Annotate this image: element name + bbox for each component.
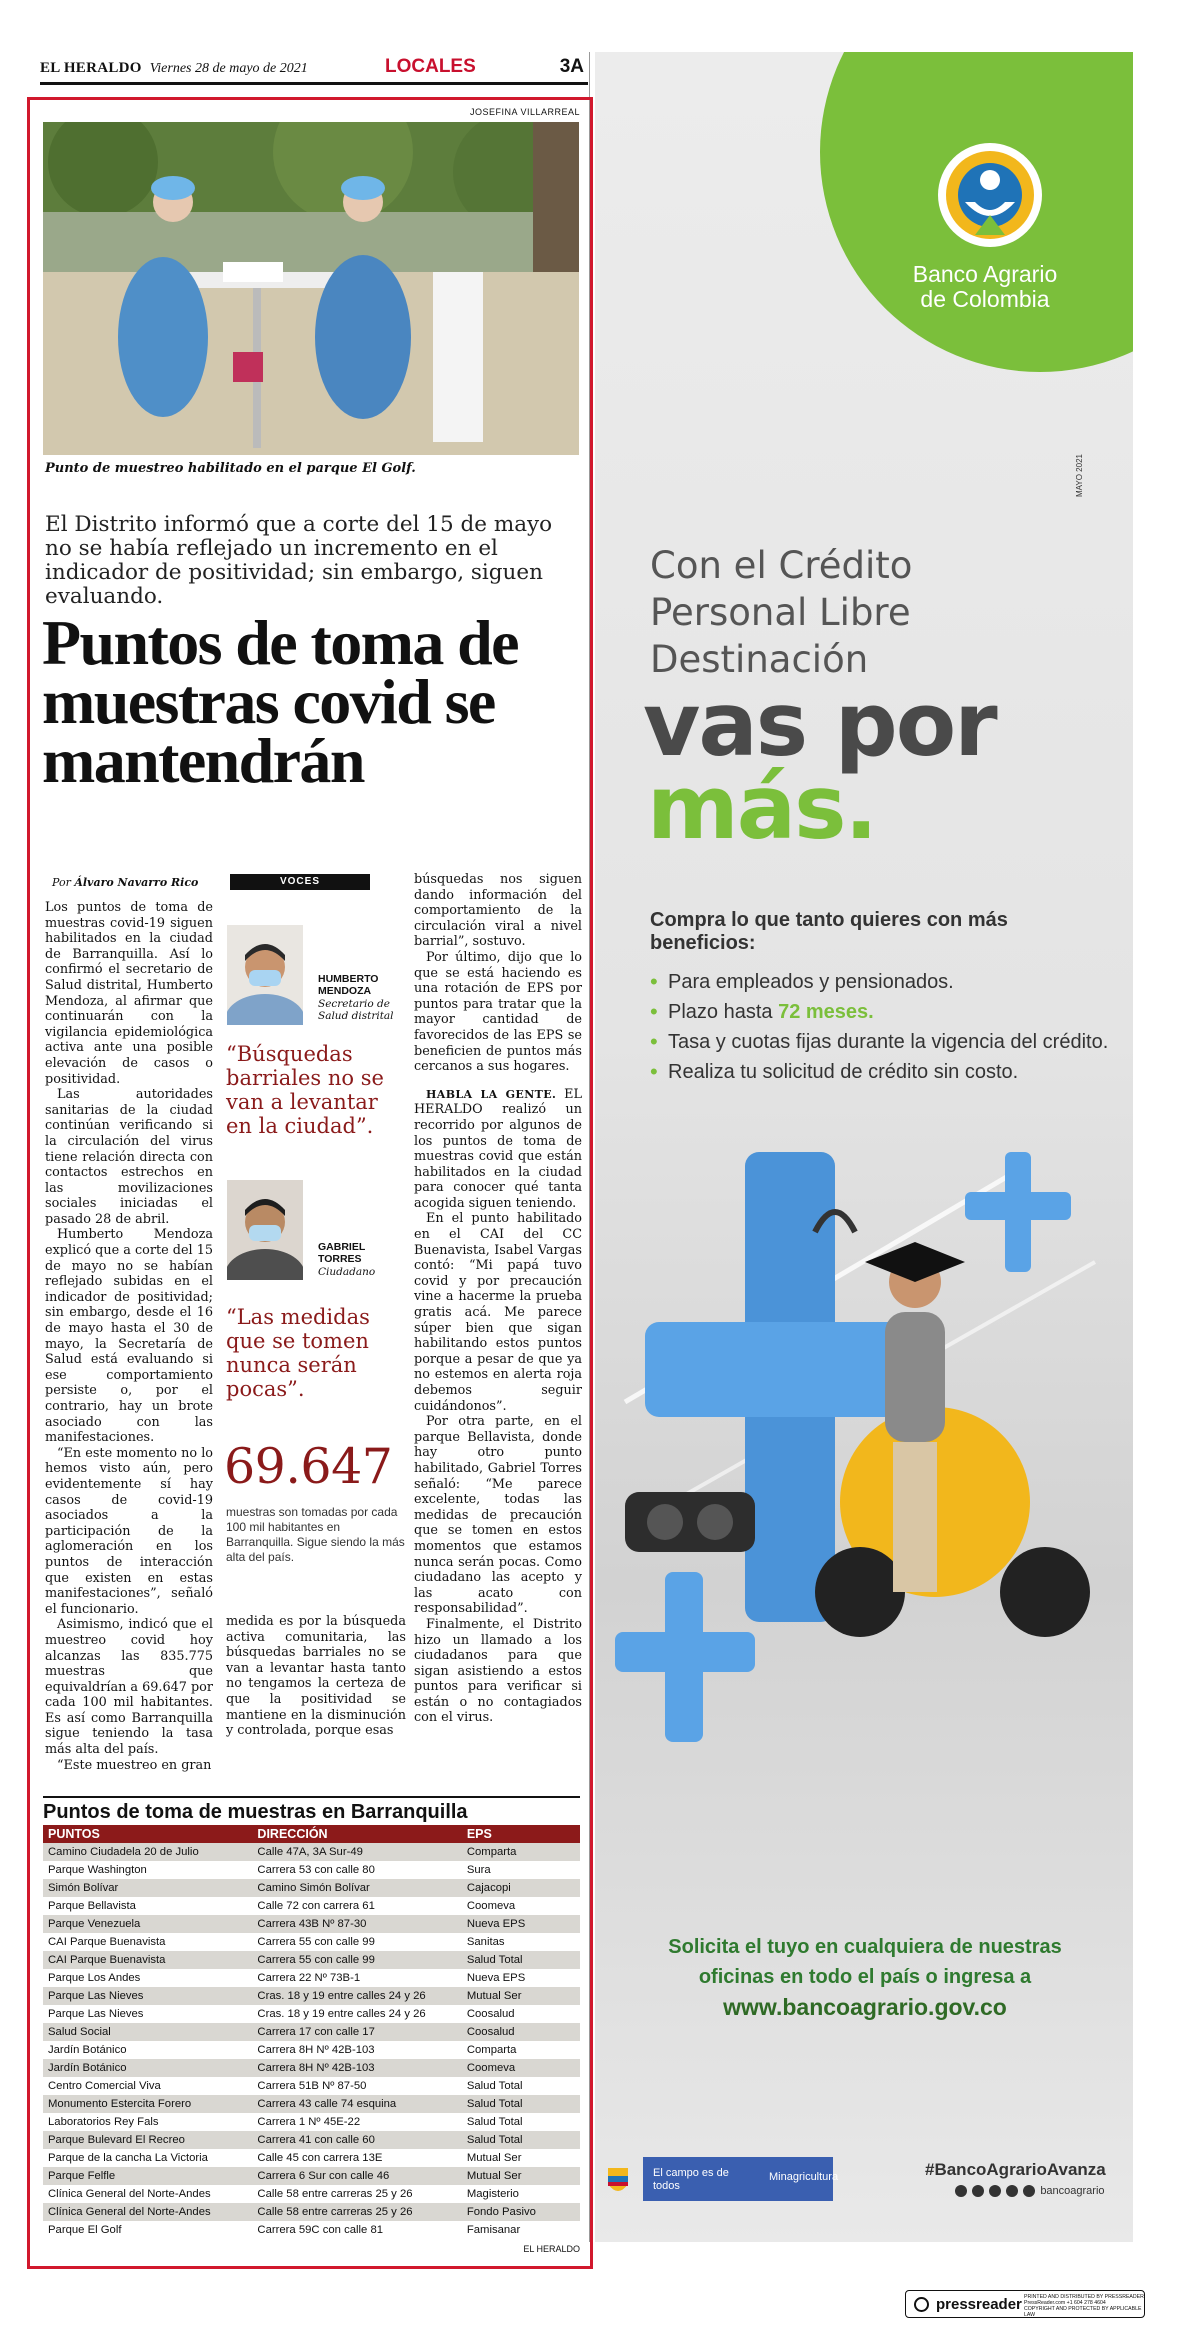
table-cell-eps: Comparta (462, 1843, 580, 1861)
table-cell-address: Carrera 59C con calle 81 (252, 2221, 461, 2239)
column-header: PUNTOS (43, 1825, 252, 1843)
table-row (43, 2077, 580, 2095)
table-cell-point: Parque Felfle (43, 2167, 252, 2185)
avatar (227, 1180, 303, 1280)
benefit-item: • Realiza tu solicitud de crédito sin costo. (650, 1057, 1110, 1087)
ad-hashtag: #BancoAgrarioAvanza (925, 2160, 1106, 2179)
facebook-icon[interactable] (955, 2185, 967, 2197)
paragraph: medida es por la búsqueda activa comunitaria, las búsquedas barriales no se van a levantar hasta tanto no tengamos la certeza de que la positividad se mantiene en la disminución y controlada, porque esas (226, 1614, 406, 1739)
social-links (955, 2185, 1105, 2197)
portrait-gabriel (227, 1180, 303, 1280)
voice-quote: “Las medidas que se tomen nunca serán pocas”. (226, 1305, 370, 1401)
table-row (43, 2023, 580, 2041)
table-row (43, 1969, 580, 1987)
table-cell-eps: Coomeva (462, 1897, 580, 1915)
testing-points-table (43, 1825, 580, 2239)
paragraph: Asimismo, indicó que el muestreo covid hoy alcanzas las 835.775 muestras que equivaldrían a 69.647 por cada 100 mil habitantes. Es así como Barranquilla sigue teniendo la tasa más alta del país. (45, 1617, 213, 1758)
table-cell-point: Simón Bolívar (43, 1879, 252, 1897)
byline (52, 876, 198, 889)
table-row (43, 2221, 580, 2239)
table-cell-point: Monumento Estercita Forero (43, 2095, 252, 2113)
ad-tagline-accent: más. (647, 756, 876, 859)
pressreader-line: PressReader.com +1 604 278 4604 (1024, 2300, 1106, 2306)
ad-illustration (595, 1152, 1133, 1952)
paragraph: “En este momento no lo hemos visto aún, pero evidentemente sí hay casos de covid-19 asociados a la participación de la aglomeración en los puntos de interacción que existen en estas manifestaciones”, señaló el funcionario. (45, 1445, 213, 1617)
article-headline: Puntos de toma de muestras covid se mantendrán (42, 607, 518, 796)
table-cell-address: Carrera 22 Nº 73B-1 (252, 1969, 461, 1987)
table-cell-address: Calle 58 entre carreras 25 y 26 (252, 2203, 461, 2221)
pressreader-line: PRINTED AND DISTRIBUTED BY PRESSREADER (1024, 2294, 1144, 2300)
ad-url-link[interactable]: www.bancoagrario.gov.co (723, 1994, 1007, 2020)
table-cell-point: Parque Bellavista (43, 1897, 252, 1915)
paragraph: Los puntos de toma de muestras covid-19 siguen habilitados en la ciudad de Barranquilla. Así lo confirmó el secretario de Salud distrital, Humberto Mendoza, al afirmar que continuarán con la vigilancia epidemiológica activa ante una posible elevación de casos o positividad. (45, 900, 213, 1087)
table-cell-eps: Fondo Pasivo (462, 2203, 580, 2221)
linkedin-icon[interactable] (1023, 2185, 1035, 2197)
table-cell-eps: Mutual Ser (462, 2167, 580, 2185)
instagram-icon[interactable] (989, 2185, 1001, 2197)
table-row (43, 2203, 580, 2221)
ad-headline: Con el Crédito Personal Libre Destinación (650, 544, 913, 681)
ad-subheading: Compra lo que tanto quieres con más beneficios: (650, 909, 1008, 954)
paragraph-text: EL HERALDO realizó un recorrido por algunos de los puntos de toma de muestras covid que están habilitados en la ciudad para conocer qué tanta acogida siguen teniendo. (414, 1086, 583, 1211)
table-cell-eps: Mutual Ser (462, 1987, 580, 2005)
paragraph: En el punto habilitado en el CAI del CC Buenavista, Isabel Vargas contó: “Mi papá tuvo covid y por precaución vine a hacerme la prueba gratis acá. Me parece súper bien que sigan habilitando estos puntos porque a pesar de que ya no estemos en alerta roja debemos seguir cuidándonos”. (414, 1211, 582, 1414)
table-cell-point: Clínica General del Norte-Andes (43, 2185, 252, 2203)
table-cell-address: Camino Simón Bolívar (252, 1879, 461, 1897)
column-header: EPS (462, 1825, 580, 1843)
article-column-3 (414, 872, 582, 1726)
table-cell-address: Carrera 8H Nº 42B-103 (252, 2059, 461, 2077)
table-row (43, 1915, 580, 1933)
table-cell-point: Jardín Botánico (43, 2041, 252, 2059)
stat-value: 69.647 (224, 1438, 393, 1495)
table-cell-eps: Nueva EPS (462, 1915, 580, 1933)
table-cell-address: Carrera 8H Nº 42B-103 (252, 2041, 461, 2059)
voice-quote: “Búsquedas barriales no se van a levantar en la ciudad”. (226, 1042, 384, 1138)
table-row (43, 1843, 580, 1861)
table-header-row (43, 1825, 580, 1843)
table-row (43, 1987, 580, 2005)
benefit-text: Plazo hasta (668, 1001, 773, 1023)
gov-campaign-box (643, 2157, 839, 2201)
table-cell-point: Jardín Botánico (43, 2059, 252, 2077)
paragraph (414, 1087, 582, 1212)
table-cell-point: CAI Parque Buenavista (43, 1933, 252, 1951)
table-cell-address: Cras. 18 y 19 entre calles 24 y 26 (252, 1987, 461, 2005)
table-cell-point: Salud Social (43, 2023, 252, 2041)
table-row (43, 1933, 580, 1951)
table-row (43, 2167, 580, 2185)
table-row (43, 2095, 580, 2113)
table-cell-eps: Comparta (462, 2041, 580, 2059)
photo-credit: JOSEFINA VILLARREAL (469, 107, 580, 117)
benefit-highlight: 72 meses. (778, 1001, 874, 1023)
table-cell-address: Carrera 43 calle 74 esquina (252, 2095, 461, 2113)
paragraph: Finalmente, el Distrito hizo un llamado a los ciudadanos para que sigan asistiendo a estos puntos para verificar si están o no contagiados con el virus. (414, 1616, 582, 1726)
voice-name: GABRIEL TORRES (318, 1241, 366, 1265)
plus-icon (615, 1572, 755, 1742)
table-cell-eps: Salud Total (462, 2131, 580, 2149)
table-cell-address: Carrera 55 con calle 99 (252, 1933, 461, 1951)
pressreader-logo: pressreader (936, 2296, 1022, 2313)
table-cell-address: Calle 47A, 3A Sur-49 (252, 1843, 461, 1861)
table-row (43, 1861, 580, 1879)
table-cell-address: Cras. 18 y 19 entre calles 24 y 26 (252, 2005, 461, 2023)
benefit-item (650, 997, 1110, 1027)
table-credit: EL HERALDO (523, 2244, 580, 2254)
table-body (43, 1843, 580, 2239)
table-row (43, 1897, 580, 1915)
pressreader-stamp (905, 2290, 1145, 2318)
table-cell-address: Calle 45 con carrera 13E (252, 2149, 461, 2167)
article-photo (43, 122, 579, 455)
table-cell-point: Clínica General del Norte-Andes (43, 2203, 252, 2221)
table-cell-point: Parque Washington (43, 1861, 252, 1879)
advertisement (595, 52, 1133, 2242)
table-cell-point: Parque Las Nieves (43, 1987, 252, 2005)
table-cell-eps: Nueva EPS (462, 1969, 580, 1987)
cta-text: Solicita el tuyo en cualquiera de nuestras oficinas en todo el país o ingresa a (668, 1936, 1062, 1988)
issue-date: Viernes 28 de mayo de 2021 (149, 61, 308, 76)
colombia-coat-of-arms-icon (603, 2160, 633, 2200)
article-column-1 (45, 900, 213, 1773)
plus-icon (965, 1152, 1071, 1272)
table-row (43, 2059, 580, 2077)
table-cell-eps: Magisterio (462, 2185, 580, 2203)
table-cell-address: Calle 72 con carrera 61 (252, 1897, 461, 1915)
article-lede: El Distrito informó que a corte del 15 de mayo no se había reflejado un incremento en el indicador de positividad; sin embargo, siguen evaluando. (45, 512, 553, 609)
portrait-humberto (227, 925, 303, 1025)
ministry-name: Minagricultura (769, 2171, 839, 2183)
table-cell-point: Parque Los Andes (43, 1969, 252, 1987)
bank-logo-icon (935, 140, 1045, 250)
byline-author: Álvaro Navarro Rico (74, 876, 199, 889)
table-cell-address: Carrera 17 con calle 17 (252, 2023, 461, 2041)
paper-name: EL HERALDO (40, 60, 142, 76)
paragraph: Por otra parte, en el parque Bellavista, donde hay otro punto habilitado, Gabriel Torres señaló: “Me parece excelente, todas las medidas de precaución que se tomen en estos momentos que estamos nunca serán pocas. Como ciudadano las acepto y las acato con responsabilidad”. (414, 1414, 582, 1617)
voice-role: Secretario de Salud distrital (318, 998, 394, 1022)
benefit-item: • Para empleados y pensionados. (650, 967, 1110, 997)
ad-call-to-action (655, 1932, 1075, 2022)
table-cell-eps: Cajacopi (462, 1879, 580, 1897)
paragraph: Por último, dijo que lo que se está haciendo es una rotación de EPS por puntos para tratar que la mayor cantidad de favorecidos de las EPS se beneficien de puntos más cercanos a sus hogares. (414, 949, 582, 1075)
voice-name: HUMBERTO MENDOZA (318, 973, 379, 997)
table-cell-eps: Coosalud (462, 2005, 580, 2023)
ad-benefits-list (650, 967, 1110, 1087)
social-handle: bancoagrario (1040, 2185, 1105, 2197)
voces-label: VOCES (230, 874, 370, 890)
table-row (43, 2113, 580, 2131)
table-row (43, 2149, 580, 2167)
table-cell-point: Parque El Golf (43, 2221, 252, 2239)
article-column-2 (226, 1614, 406, 1739)
table-cell-address: Calle 58 entre carreras 25 y 26 (252, 2185, 461, 2203)
byline-prefix: Por (52, 876, 71, 889)
table-cell-eps: Sura (462, 1861, 580, 1879)
pressreader-line: COPYRIGHT AND PROTECTED BY APPLICABLE LAW (1024, 2306, 1142, 2318)
table-cell-address: Carrera 55 con calle 99 (252, 1951, 461, 1969)
table-cell-eps: Salud Total (462, 2095, 580, 2113)
stat-description: muestras son tomadas por cada 100 mil habitantes en Barranquilla. Sigue siendo la más alta del país. (226, 1505, 405, 1564)
table-cell-eps: Mutual Ser (462, 2149, 580, 2167)
table-cell-eps: Coosalud (462, 2023, 580, 2041)
masthead (40, 50, 588, 85)
table-cell-eps: Salud Total (462, 1951, 580, 1969)
column-header: DIRECCIÓN (252, 1825, 461, 1843)
ad-month: MAYO 2021 (1075, 454, 1084, 497)
youtube-icon[interactable] (1006, 2185, 1018, 2197)
bank-brand-name: Banco Agrario de Colombia (912, 261, 1058, 312)
ad-tagline: vas por (643, 673, 996, 776)
voice-role: Ciudadano (318, 1266, 376, 1278)
benefit-item: • Tasa y cuotas fijas durante la vigencia del crédito. (650, 1027, 1110, 1057)
table-cell-address: Carrera 53 con calle 80 (252, 1861, 461, 1879)
photo-caption: Punto de muestreo habilitado en el parque El Golf. (45, 461, 416, 476)
paragraph: Humberto Mendoza explicó que a corte del 15 de mayo no se habían reflejado subidas en el indicador de positividad; sin embargo, desde el 16 de mayo hasta el 30 de mayo, la Secretaría de Salud está evaluando si ese comportamiento persiste o, por el contrario, hay un brote asociado con las manifestaciones. (45, 1227, 213, 1446)
table-row (43, 1951, 580, 1969)
table-cell-point: Parque Las Nieves (43, 2005, 252, 2023)
photo-illustration (43, 122, 579, 455)
table-cell-point: Centro Comercial Viva (43, 2077, 252, 2095)
table-row (43, 2005, 580, 2023)
table-cell-eps: Salud Total (462, 2077, 580, 2095)
table-cell-eps: Coomeva (462, 2059, 580, 2077)
section-lead: HABLA LA GENTE. (426, 1087, 557, 1101)
table-row (43, 2185, 580, 2203)
paragraph: búsquedas nos siguen dando información del comportamiento de la circulación viral a nivel barrial”, sostuvo. (414, 872, 582, 950)
table-row (43, 2041, 580, 2059)
pressreader-icon (914, 2297, 929, 2312)
table-cell-address: Carrera 43B Nº 87-30 (252, 1915, 461, 1933)
table-cell-eps: Sanitas (462, 1933, 580, 1951)
table-cell-address: Carrera 41 con calle 60 (252, 2131, 461, 2149)
page-number: 3A (559, 56, 584, 77)
table-cell-point: Parque de la cancha La Victoria (43, 2149, 252, 2167)
table-cell-point: CAI Parque Buenavista (43, 1951, 252, 1969)
table-row (43, 1879, 580, 1897)
table-cell-point: Laboratorios Rey Fals (43, 2113, 252, 2131)
table-cell-address: Carrera 1 Nº 45E-22 (252, 2113, 461, 2131)
twitter-icon[interactable] (972, 2185, 984, 2197)
avatar (227, 925, 303, 1025)
table-cell-eps: Famisanar (462, 2221, 580, 2239)
section-name: LOCALES (385, 56, 476, 77)
table-cell-point: Parque Venezuela (43, 1915, 252, 1933)
table-cell-address: Carrera 51B Nº 87-50 (252, 2077, 461, 2095)
paragraph: Las autoridades sanitarias de la ciudad continúan verificando si la circulación del virus tiene relación directa con contactos estrechos en las movilizaciones sociales iniciadas el pasado 28 de abril. (45, 1087, 213, 1227)
table-cell-point: Parque Bulevard El Recreo (43, 2131, 252, 2149)
table-cell-point: Camino Ciudadela 20 de Julio (43, 1843, 252, 1861)
gov-campaign-text: El campo es de todos (653, 2167, 729, 2192)
pressreader-notice (1024, 2294, 1144, 2318)
paragraph: “Este muestreo en gran (57, 1757, 212, 1773)
table-row (43, 2131, 580, 2149)
table-title: Puntos de toma de muestras en Barranquilla (43, 1796, 580, 1824)
table-cell-address: Carrera 6 Sur con calle 46 (252, 2167, 461, 2185)
table-cell-eps: Salud Total (462, 2113, 580, 2131)
